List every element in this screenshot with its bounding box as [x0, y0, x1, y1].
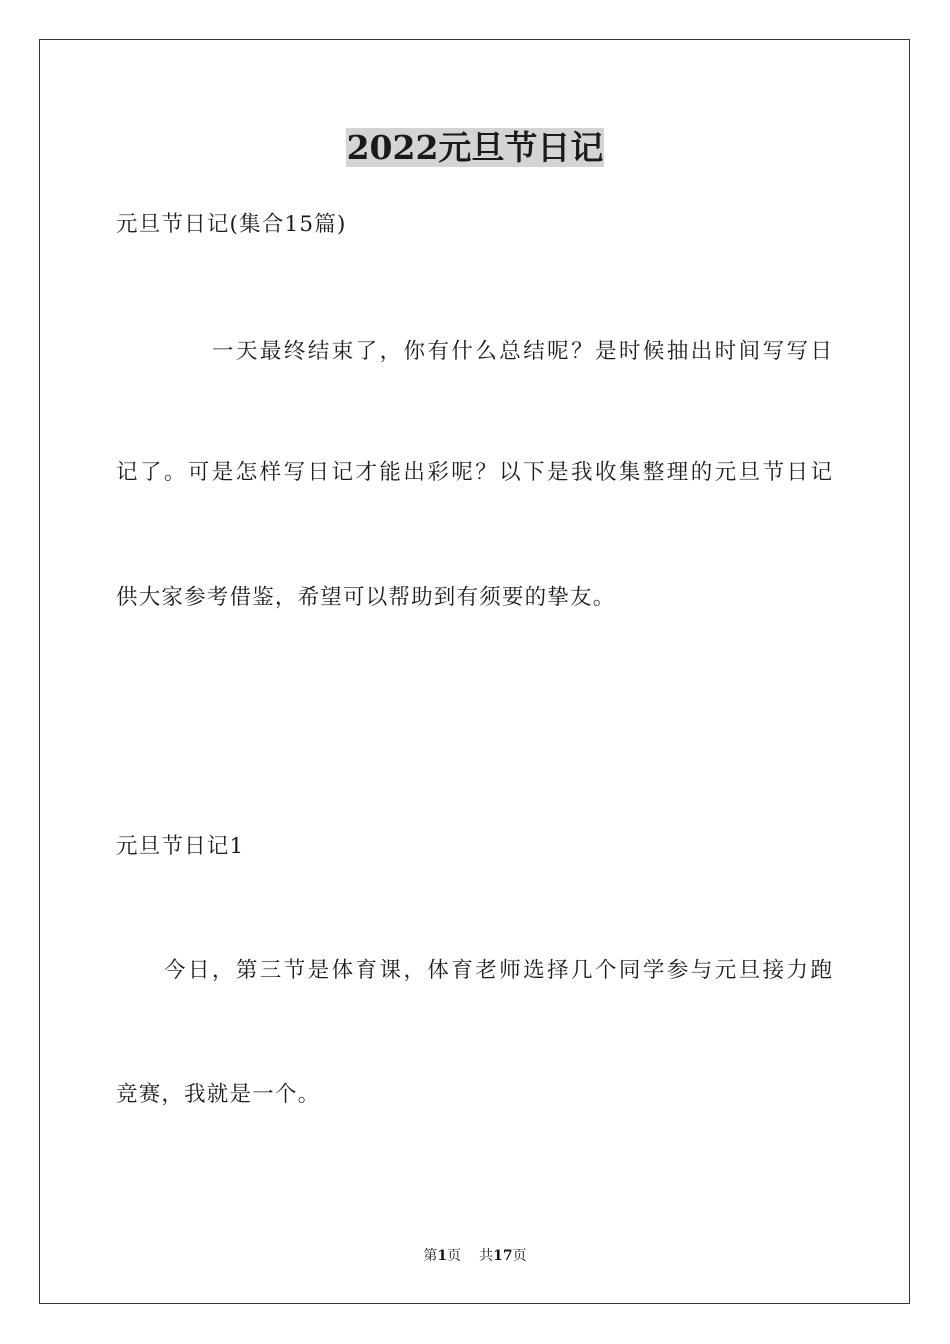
footer-total-prefix: 共 — [479, 1248, 494, 1264]
page-footer — [0, 1247, 950, 1265]
footer-page-prefix: 第 — [423, 1248, 438, 1264]
footer-page-unit: 页 — [447, 1248, 462, 1264]
footer-page-current: 1 — [437, 1248, 448, 1264]
intro-line-1: 一天最终结束了，你有什么总结呢？是时候抽出时间写写日 — [212, 339, 832, 364]
document-title — [0, 126, 950, 170]
intro-line-2: 记了。可是怎样写日记才能出彩呢？以下是我收集整理的元旦节日记 — [116, 460, 832, 485]
footer-total-unit: 页 — [512, 1248, 527, 1264]
section-line-2: 竞赛，我就是一个。 — [116, 1082, 321, 1107]
document-subtitle: 元旦节日记(集合15篇) — [116, 212, 347, 237]
intro-line-3: 供大家参考借鉴，希望可以帮助到有须要的挚友。 — [116, 585, 616, 610]
section-line-1: 今日，第三节是体育课，体育老师选择几个同学参与元旦接力跑 — [164, 958, 832, 983]
section-heading: 元旦节日记1 — [116, 834, 245, 859]
footer-page-total: 17 — [493, 1248, 513, 1264]
document-title-text: 2022元旦节日记 — [346, 128, 604, 167]
